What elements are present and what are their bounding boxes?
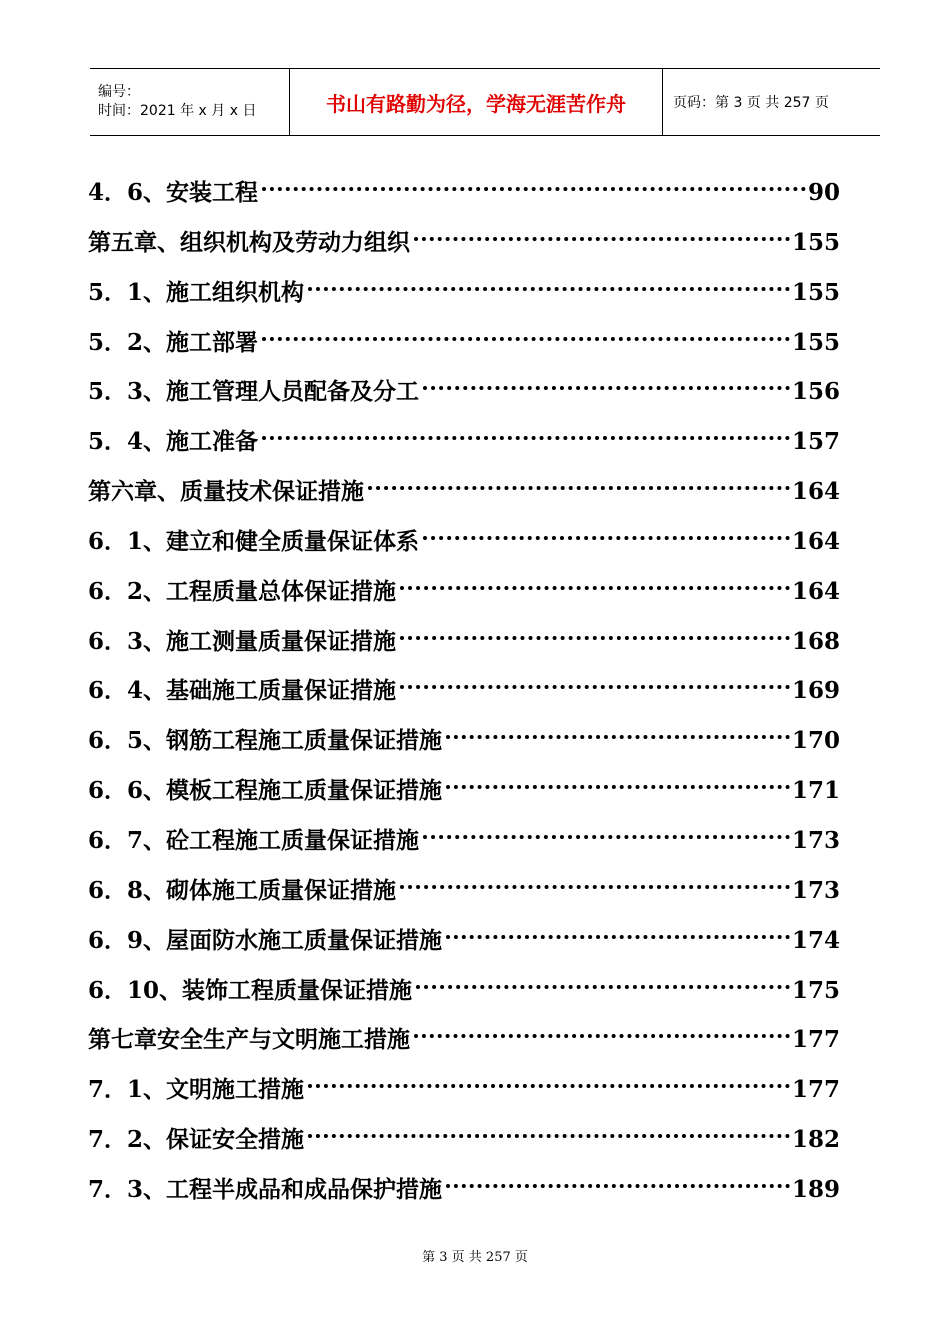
toc-entry-label: 5．4、施工准备 (88, 428, 259, 456)
toc-entry[interactable] (88, 571, 840, 621)
toc-entry-label: 6．3、施工测量质量保证措施 (88, 627, 397, 655)
toc-entry-label: 4．6、安装工程 (88, 179, 259, 206)
toc-entry-label: 6．10、装饰工程质量保证措施 (88, 976, 413, 1004)
table-of-contents (88, 172, 840, 1219)
toc-entry-page: 171 (791, 777, 840, 805)
toc-entry-page: 170 (791, 727, 840, 755)
header-left-cell (90, 69, 290, 135)
toc-entry-label: 6．2、工程质量总体保证措施 (88, 577, 397, 605)
toc-entry-page: 164 (791, 527, 840, 555)
toc-entry[interactable] (88, 720, 840, 770)
toc-leader-dots (423, 536, 790, 540)
toc-entry-page: 156 (791, 378, 840, 406)
toc-entry-page: 155 (791, 278, 840, 306)
toc-leader-dots (262, 187, 806, 191)
toc-entry[interactable] (88, 1019, 840, 1069)
toc-leader-dots (308, 1084, 790, 1088)
toc-entry[interactable] (88, 820, 840, 870)
toc-entry-label: 7．1、文明施工措施 (88, 1076, 305, 1104)
toc-leader-dots (400, 636, 790, 640)
toc-leader-dots (414, 237, 790, 241)
toc-entry-label: 第七章安全生产与文明施工措施 (88, 1026, 410, 1054)
toc-entry-label: 6．8、砌体施工质量保证措施 (88, 876, 397, 904)
toc-entry[interactable] (88, 870, 840, 920)
toc-entry[interactable] (88, 421, 840, 471)
toc-entry-label: 6．5、钢筋工程施工质量保证措施 (88, 727, 443, 755)
toc-entry[interactable] (88, 920, 840, 970)
toc-entry-page: 175 (791, 976, 840, 1004)
toc-leader-dots (416, 985, 790, 989)
toc-leader-dots (308, 287, 790, 291)
toc-leader-dots (262, 436, 790, 440)
header-middle-cell (290, 69, 663, 135)
document-number-label: 编号： (98, 84, 140, 100)
toc-leader-dots (414, 1034, 790, 1038)
toc-entry-page: 90 (807, 179, 840, 206)
toc-entry-label: 6．4、基础施工质量保证措施 (88, 677, 397, 705)
toc-leader-dots (308, 1134, 790, 1138)
header-motto: 书山有路勤为径，学海无涯苦作舟 (326, 91, 626, 116)
toc-entry[interactable] (88, 1119, 840, 1169)
toc-entry[interactable] (88, 371, 840, 421)
toc-entry[interactable] (88, 621, 840, 671)
toc-entry-page: 155 (791, 228, 840, 256)
document-time-label: 时间：2021 年 x 月 x 日 (98, 103, 257, 119)
toc-leader-dots (446, 1184, 790, 1188)
header-right-cell (663, 69, 880, 135)
toc-entry-page: 177 (791, 1076, 840, 1104)
toc-entry-label: 5．1、施工组织机构 (88, 278, 305, 306)
toc-entry-label: 5．2、施工部署 (88, 328, 259, 356)
page-header (90, 68, 880, 136)
toc-entry-label: 5．3、施工管理人员配备及分工 (88, 378, 420, 406)
toc-entry[interactable] (88, 970, 840, 1020)
toc-entry-page: 164 (791, 478, 840, 506)
toc-leader-dots (400, 885, 790, 889)
toc-entry[interactable] (88, 322, 840, 372)
toc-entry-label: 6．9、屋面防水施工质量保证措施 (88, 926, 443, 954)
toc-entry-page: 164 (791, 577, 840, 605)
toc-entry[interactable] (88, 670, 840, 720)
toc-entry[interactable] (88, 222, 840, 272)
toc-entry-page: 189 (791, 1175, 840, 1203)
toc-entry-page: 182 (791, 1126, 840, 1154)
toc-entry[interactable] (88, 770, 840, 820)
toc-entry-label: 7．3、工程半成品和成品保护措施 (88, 1175, 443, 1203)
toc-entry-page: 169 (791, 677, 840, 705)
toc-entry[interactable] (88, 521, 840, 571)
toc-leader-dots (423, 386, 790, 390)
toc-leader-dots (446, 735, 790, 739)
toc-entry-label: 7．2、保证安全措施 (88, 1126, 305, 1154)
toc-entry-label: 第六章、质量技术保证措施 (88, 478, 364, 506)
header-page-indicator: 页码：第 3 页 共 257 页 (673, 95, 829, 111)
toc-entry-page: 174 (791, 926, 840, 954)
toc-entry-label: 6．1、建立和健全质量保证体系 (88, 527, 420, 555)
toc-entry-label: 第五章、组织机构及劳动力组织 (88, 228, 410, 256)
toc-leader-dots (400, 586, 790, 590)
toc-entry[interactable] (88, 1069, 840, 1119)
toc-entry[interactable] (88, 172, 840, 222)
toc-entry-label: 6．6、模板工程施工质量保证措施 (88, 777, 443, 805)
toc-entry-label: 6．7、砼工程施工质量保证措施 (88, 826, 420, 854)
toc-entry-page: 173 (791, 876, 840, 904)
toc-entry-page: 177 (791, 1026, 840, 1054)
toc-entry-page: 155 (791, 328, 840, 356)
toc-entry[interactable] (88, 1169, 840, 1219)
toc-entry-page: 168 (791, 627, 840, 655)
toc-entry-page: 157 (791, 428, 840, 456)
toc-leader-dots (400, 685, 790, 689)
toc-leader-dots (446, 785, 790, 789)
toc-entry[interactable] (88, 272, 840, 322)
toc-entry-page: 173 (791, 826, 840, 854)
toc-leader-dots (368, 486, 790, 490)
page-footer: 第 3 页 共 257 页 (422, 1250, 528, 1265)
toc-entry[interactable] (88, 471, 840, 521)
toc-leader-dots (262, 337, 790, 341)
toc-leader-dots (446, 935, 790, 939)
toc-leader-dots (423, 835, 790, 839)
